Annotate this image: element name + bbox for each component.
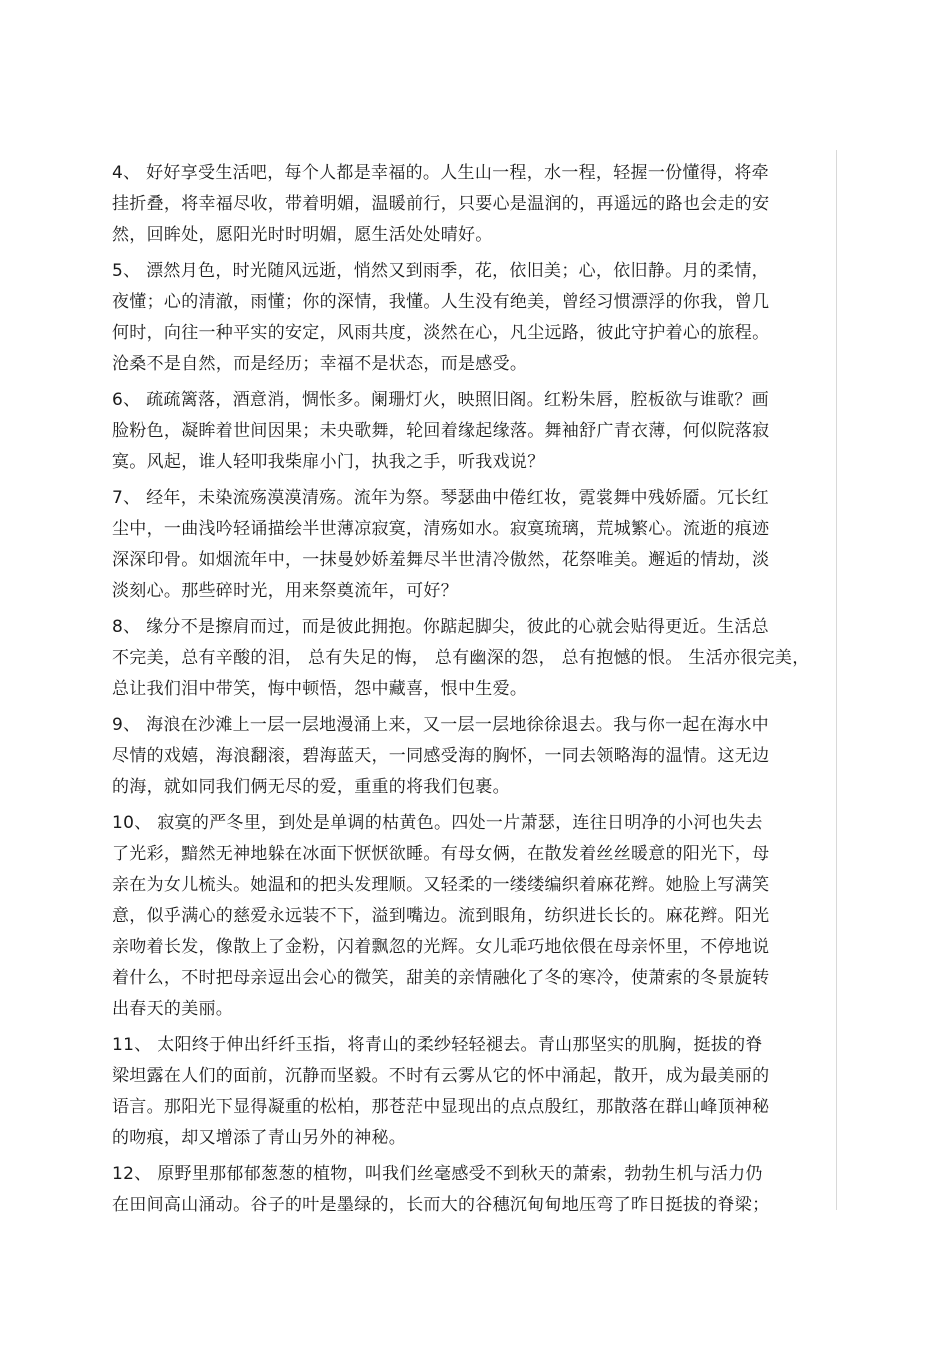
text-line: 挂折叠，将幸福尽收，带着明媚，温暖前行，只要心是温润的，再遥远的路也会走的安 (112, 194, 770, 214)
text-line: 尽情的戏嬉，海浪翻滚，碧海蓝天，一同感受海的胸怀，一同去领略海的温情。这无边 (112, 746, 770, 766)
text-line: 10、 寂寞的严冬里，到处是单调的枯黄色。四处一片萧瑟，连往日明净的小河也失去 (112, 813, 763, 833)
text-line: 7、 经年，未染流殇漠漠清殇。流年为祭。琴瑟曲中倦红妆，霓裳舞中残娇靥。冗长红 (112, 488, 769, 508)
text-line: 何时，向往一种平实的安定，风雨共度，淡然在心，凡尘远路，彼此守护着心的旅程。 (112, 323, 770, 343)
text-line: 意，似乎满心的慈爱永远装不下，溢到嘴边。流到眼角，纺织进长长的。麻花辫。阳光 (112, 906, 770, 926)
text-line: 寞。风起，谁人轻叩我柴扉小门，执我之手，听我戏说？ (112, 452, 545, 472)
text-line: 沧桑不是自然，而是经历；幸福不是状态，而是感受。 (112, 354, 528, 374)
text-line: 了光彩，黯然无神地躲在冰面下恹恹欲睡。有母女俩，在散发着丝丝暖意的阳光下，母 (112, 844, 770, 864)
text-line: 6、 疏疏篱落，酒意消，惆怅多。阑珊灯火，映照旧阁。红粉朱唇，腔板欲与谁歌？画 (112, 390, 769, 410)
text-line: 的海，就如同我们俩无尽的爱，重重的将我们包裹。 (112, 777, 510, 797)
text-line: 尘中，一曲浅吟轻诵描绘半世薄凉寂寞，清殇如水。寂寞琉璃，荒城繁心。流逝的痕迹 (112, 519, 770, 539)
text-line: 的吻痕，却又增添了青山另外的神秘。 (112, 1128, 407, 1148)
text-line: 总让我们泪中带笑，悔中顿悟，怨中藏喜，恨中生爱。 (112, 679, 528, 699)
text-line: 夜懂；心的清澈，雨懂；你的深情，我懂。人生没有绝美，曾经习惯漂浮的你我，曾几 (112, 292, 770, 312)
paragraph-8 (112, 612, 842, 705)
text-line: 12、 原野里那郁郁葱葱的植物，叫我们丝毫感受不到秋天的萧索，勃勃生机与活力仍 (112, 1164, 763, 1184)
text-line: 亲吻着长发，像散上了金粉，闪着飘忽的光辉。女儿乖巧地依偎在母亲怀里，不停地说 (112, 937, 770, 957)
text-line: 深深印骨。如烟流年中，一抹曼妙娇羞舞尽半世清冷傲然，花祭唯美。邂逅的情劫，淡 (112, 550, 770, 570)
paragraph-7 (112, 483, 842, 607)
paragraph-10 (112, 808, 842, 1025)
text-line: 4、 好好享受生活吧，每个人都是幸福的。人生山一程，水一程，轻握一份懂得，将牵 (112, 163, 769, 183)
text-line: 8、 缘分不是擦肩而过，而是彼此拥抱。你踮起脚尖，彼此的心就会贴得更近。生活总 (112, 617, 769, 637)
text-line: 5、 漂然月色，时光随风远逝，悄然又到雨季，花，依旧美；心，依旧静。月的柔情， (112, 261, 769, 281)
paragraph-9 (112, 710, 842, 803)
text-line: 着什么，不时把母亲逗出会心的微笑，甜美的亲情融化了冬的寒冷，使萧索的冬景旋转 (112, 968, 770, 988)
text-line: 在田间高山涌动。谷子的叶是墨绿的，长而大的谷穗沉甸甸地压弯了昨日挺拔的脊梁； (112, 1195, 770, 1215)
paragraph-5 (112, 256, 842, 380)
document-body (112, 158, 842, 1226)
text-line: 11、 太阳终于伸出纤纤玉指，将青山的柔纱轻轻褪去。青山那坚实的肌胸，挺拔的脊 (112, 1035, 763, 1055)
paragraph-12 (112, 1159, 842, 1221)
paragraph-11 (112, 1030, 842, 1154)
text-line: 脸粉色，凝眸着世间因果；未央歌舞，轮回着缘起缘落。舞袖舒广青衣薄，何似院落寂 (112, 421, 770, 441)
text-line: 淡刻心。那些碎时光，用来祭奠流年，可好？ (112, 581, 458, 601)
text-line: 不完美，总有辛酸的泪， 总有失足的悔， 总有幽深的怨， 总有抱憾的恨。 生活亦很完美， (112, 648, 810, 668)
text-line: 9、 海浪在沙滩上一层一层地漫涌上来，又一层一层地徐徐退去。我与你一起在海水中 (112, 715, 769, 735)
text-line: 然，回眸处，愿阳光时时明媚，愿生活处处晴好。 (112, 225, 493, 245)
text-line: 亲在为女儿梳头。她温和的把头发理顺。又轻柔的一缕缕编织着麻花辫。她脸上写满笑 (112, 875, 770, 895)
text-line: 语言。那阳光下显得凝重的松柏，那苍茫中显现出的点点殷红，那散落在群山峰顶神秘 (112, 1097, 770, 1117)
paragraph-4 (112, 158, 842, 251)
text-line: 出春天的美丽。 (112, 999, 234, 1019)
text-line: 梁坦露在人们的面前，沉静而坚毅。不时有云雾从它的怀中涌起，散开，成为最美丽的 (112, 1066, 770, 1086)
paragraph-6 (112, 385, 842, 478)
